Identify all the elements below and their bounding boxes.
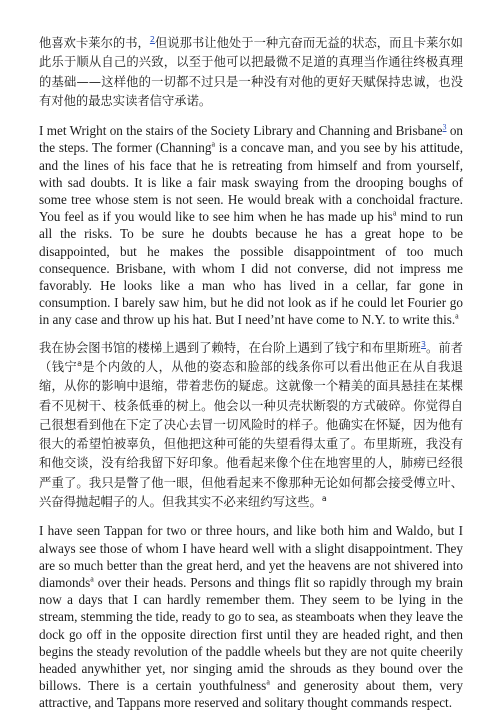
english-paragraph-tappan	[39, 522, 463, 711]
english-paragraph-wright-channing	[39, 122, 463, 328]
text-run: and generosity about them, very attractive, and Tappans more reserved and solitary thought commands respect.	[39, 678, 463, 711]
text-run: mind to run all the risks. To be sure he doubts because he has a great hope to be disappointed, but he makes the possible disappointment of too much consequence. Brisbane, with whom I did not converse, did not impress me favorably. He looks like a man who has lived in a cellar, far gone in consumption. I barely saw him, but he did not look as if he could let Fourier go in any case and throw up his hat. But I need’nt have come to N.Y. to write this.	[39, 209, 463, 328]
text-run: 是个内敛的人，从他的姿态和脸部的线条你可以看出他正在从自我退缩，从你的影响中退缩，带着悲伤的疑虑。这就像一个精美的面具悬挂在某棵看不见树干、枝条低垂的树上。他会以一种贝壳状断裂的方式破碎。你觉得自己很想看到他在下定了决心去冒一切风险时的样子。他确实在怀疑，因为他有很大的希望怕被辜负，但他把这种可能的失望看得太重了。布里斯班，我没有和他交谈，没有给我留下好印象。他看起来像个住在地窖里的人，肺痨已经很严重了。我只是瞥了他一眼，但他看起来不像那种无论如何都会接受傅立叶、兴奋得抛起帽子的人。但我其实不必来纽约写这些。	[39, 359, 463, 509]
annotation-marker: a	[392, 208, 397, 218]
annotation-marker: a	[77, 358, 83, 368]
text-run: I met Wright on the stairs of the Society Library and Channing and Brisbane	[39, 123, 443, 139]
text-run: is a concave man, and you see by his attitude, and the lines of his face that he is retreating from himself and from yourself, with sad doubts. It is like a fair mask swaying from the drooping boughs of some tree whose stem is not seen. He would break with a conchoidal fracture. You feel as if you would like to see him when he has made up his	[39, 140, 463, 225]
annotation-marker: a	[266, 677, 270, 687]
footnote-link-2[interactable]: 2	[149, 34, 155, 44]
footnote-link-3-zh[interactable]: 3	[420, 339, 427, 349]
footnote-link-3[interactable]: 3	[442, 122, 447, 132]
chinese-paragraph-wright-channing	[39, 339, 463, 513]
text-run: over their heads. Persons and things flit so rapidly through my brain now a days that I can hardly remember them. They seem to be lying in the stream, stemming the tide, ready to go to sea, as steamboats when they leave the dock go off in the opposite direction first until they are headed right, and then begins the steady revolution of the paddle wheels but they are not quite cheerily headed anywhither yet, nor singing amid the shrouds as they bound over the billows. There is a certain youthfulness	[39, 574, 463, 694]
text-run: I have seen Tappan for two or three hours, and like both him and Waldo, but I always see those of whom I have heard well with a slight disappointment. They are so much better than the great herd, and yet the heavens are not shivered into diamonds	[39, 523, 463, 590]
document-page	[39, 34, 463, 712]
text-run: 。前者（钱宁	[39, 340, 463, 374]
text-run: 我在协会图书馆的楼梯上遇到了赖特，在台阶上遇到了钱宁和布里斯班	[39, 340, 421, 355]
annotation-marker: a	[455, 312, 459, 322]
text-run: 他喜欢卡莱尔的书，	[39, 36, 150, 50]
text-run: 但说那书让他处于一种亢奋而无益的状态，而且卡莱尔如此乐于顺从自己的兴致，以至于他可以把最微不足道的真理当作通往终极真理的基础——这样他的一切都不过只是一种没有对他的更好天赋保持忠诚，也没有对他的最忠实读者信守承诺。	[39, 36, 463, 108]
chinese-paragraph-carlyle	[39, 34, 463, 111]
annotation-marker: a	[211, 140, 215, 149]
annotation-marker: a	[90, 574, 94, 584]
text-run: on the steps. The former (Channing	[39, 123, 464, 156]
annotation-marker: a	[321, 493, 327, 503]
